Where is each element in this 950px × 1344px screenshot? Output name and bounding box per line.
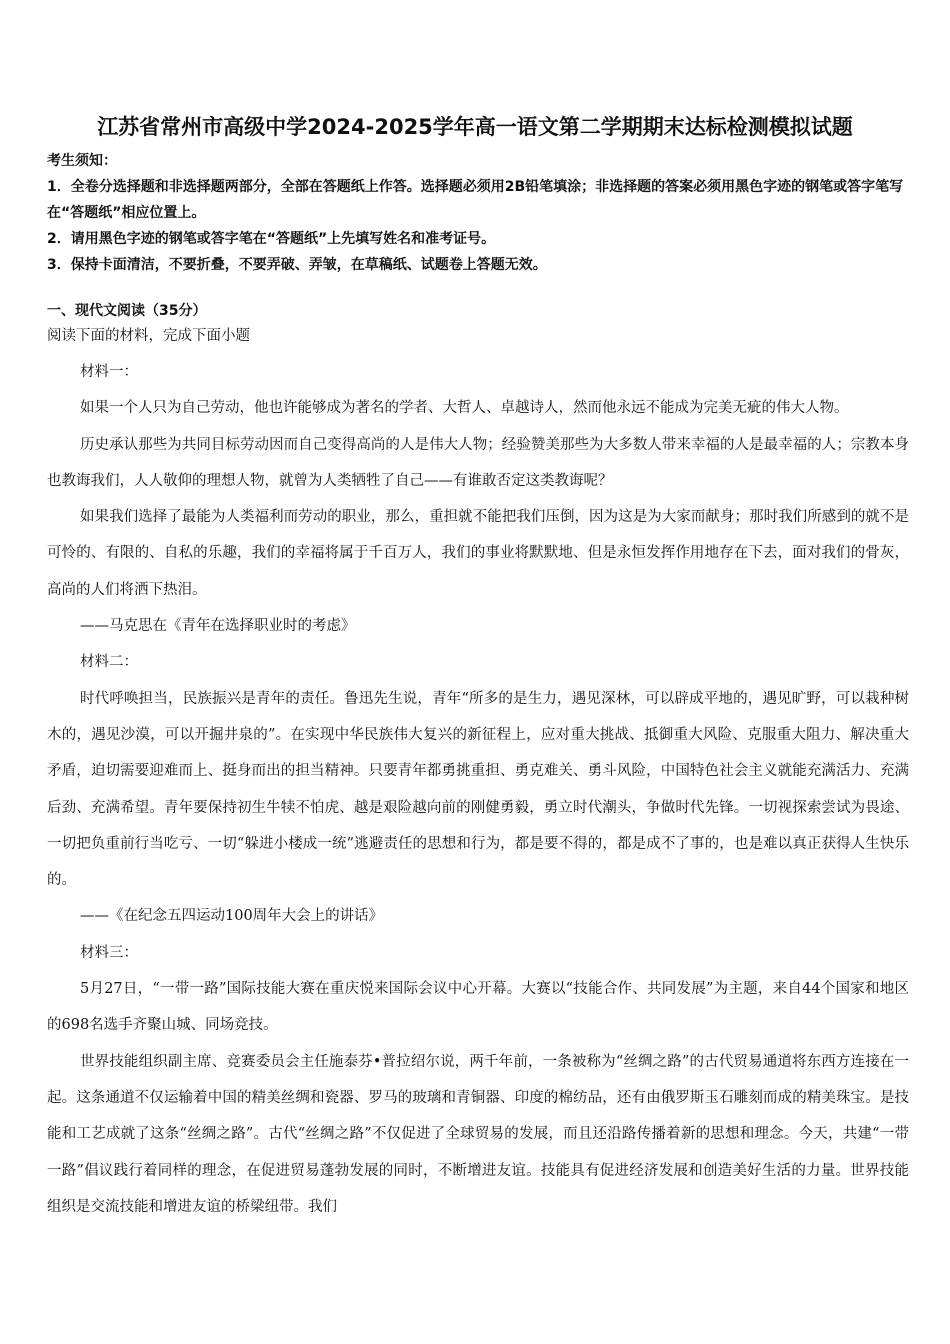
source-citation: ——马克思在《青年在选择职业时的考虑》 <box>80 618 356 635</box>
notice-item: 3．保持卡面清洁，不要折叠，不要弄破、弄皱，在草稿纸、试题卷上答题无效。 <box>47 257 547 273</box>
paragraph: 历史承认那些为共同目标劳动因而自己变得高尚的人是伟大人物；经验赞美那些为大多数人带来幸福的人是最幸福的人；宗教本身也教诲我们，人人敬仰的理想人物，就曾为人类牺牲了自己——有谁敢否定这类教诲呢？ <box>47 436 909 489</box>
notice-heading: 考生须知： <box>47 153 117 169</box>
source-citation: ——《在纪念五四运动100周年大会上的讲话》 <box>80 908 384 925</box>
section-heading: 一、现代文阅读（35分） <box>47 303 207 319</box>
section-instruction: 阅读下面的材料，完成下面小题 <box>47 328 250 344</box>
exam-title: 江苏省常州市高级中学2024-2025学年高一语文第二学期期末达标检测模拟试题 <box>97 115 853 139</box>
notice-block <box>47 148 907 278</box>
notice-item: 1．全卷分选择题和非选择题两部分，全部在答题纸上作答。选择题必须用2B铅笔填涂；非选择题的答案必须用黑色字迹的钢笔或答字笔写在“答题纸”相应位置上。 <box>47 179 904 221</box>
material-label: 材料二： <box>80 654 138 671</box>
material-label: 材料三： <box>80 944 138 961</box>
paragraph: 世界技能组织副主席、竞赛委员会主任施泰芬•普拉绍尔说，两千年前，一条被称为“丝绸之路”的古代贸易通道将东西方连接在一起。这条通道不仅运输着中国的精美丝绸和瓷器、罗马的玻璃和青铜器、印度的棉纺品，还有由俄罗斯玉石雕刻而成的精美珠宝。是技能和工艺成就了这条“丝绸之路”。古代“丝绸之路”不仅促进了全球贸易的发展，而且还沿路传播着新的思想和理念。今天，共建“一带一路”倡议践行着同样的理念，在促进贸易蓬勃发展的同时，不断增进友谊。技能具有促进经济发展和创造美好生活的力量。世界技能组织是交流技能和增进友谊的桥梁纽带。我们 <box>47 1053 909 1215</box>
paragraph: 如果一个人只为自己劳动，他也许能够成为著名的学者、大哲人、卓越诗人，然而他永远不能成为完美无疵的伟大人物。 <box>80 400 849 417</box>
paragraph: 如果我们选择了最能为人类福利而劳动的职业，那么，重担就不能把我们压倒，因为这是为大家而献身；那时我们所感到的就不是可怜的、有限的、自私的乐趣，我们的幸福将属于千百万人，我们的事业将默默地、但是永恒发挥作用地存在下去，面对我们的骨灰，高尚的人们将洒下热泪。 <box>47 509 909 598</box>
paragraph: 时代呼唤担当，民族振兴是青年的责任。鲁迅先生说，青年“所多的是生力，遇见深林，可以辟成平地的，遇见旷野，可以栽种树木的，遇见沙漠，可以开掘井泉的”。在实现中华民族伟大复兴的新征程上，应对重大挑战、抵御重大风险、克服重大阻力、解决重大矛盾，迫切需要迎难而上、挺身而出的担当精神。只要青年都勇挑重担、勇克难关、勇斗风险，中国特色社会主义就能充满活力、充满后劲、充满希望。青年要保持初生牛犊不怕虎、越是艰险越向前的刚健勇毅，勇立时代潮头，争做时代先锋。一切视探索尝试为畏途、一切把负重前行当吃亏、一切“躲进小楼成一统”逃避责任的思想和行为，都是要不得的，都是成不了事的，也是难以真正获得人生快乐的。 <box>47 690 909 889</box>
reading-material <box>47 354 909 1225</box>
paragraph: 5月27日，“一带一路”国际技能大赛在重庆悦来国际会议中心开幕。大赛以“技能合作、共同发展”为主题，来自44个国家和地区的698名选手齐聚山城、同场竞技。 <box>47 981 909 1034</box>
notice-item: 2．请用黑色字迹的钢笔或答字笔在“答题纸”上先填写姓名和准考证号。 <box>47 231 496 247</box>
material-label: 材料一： <box>80 364 138 380</box>
